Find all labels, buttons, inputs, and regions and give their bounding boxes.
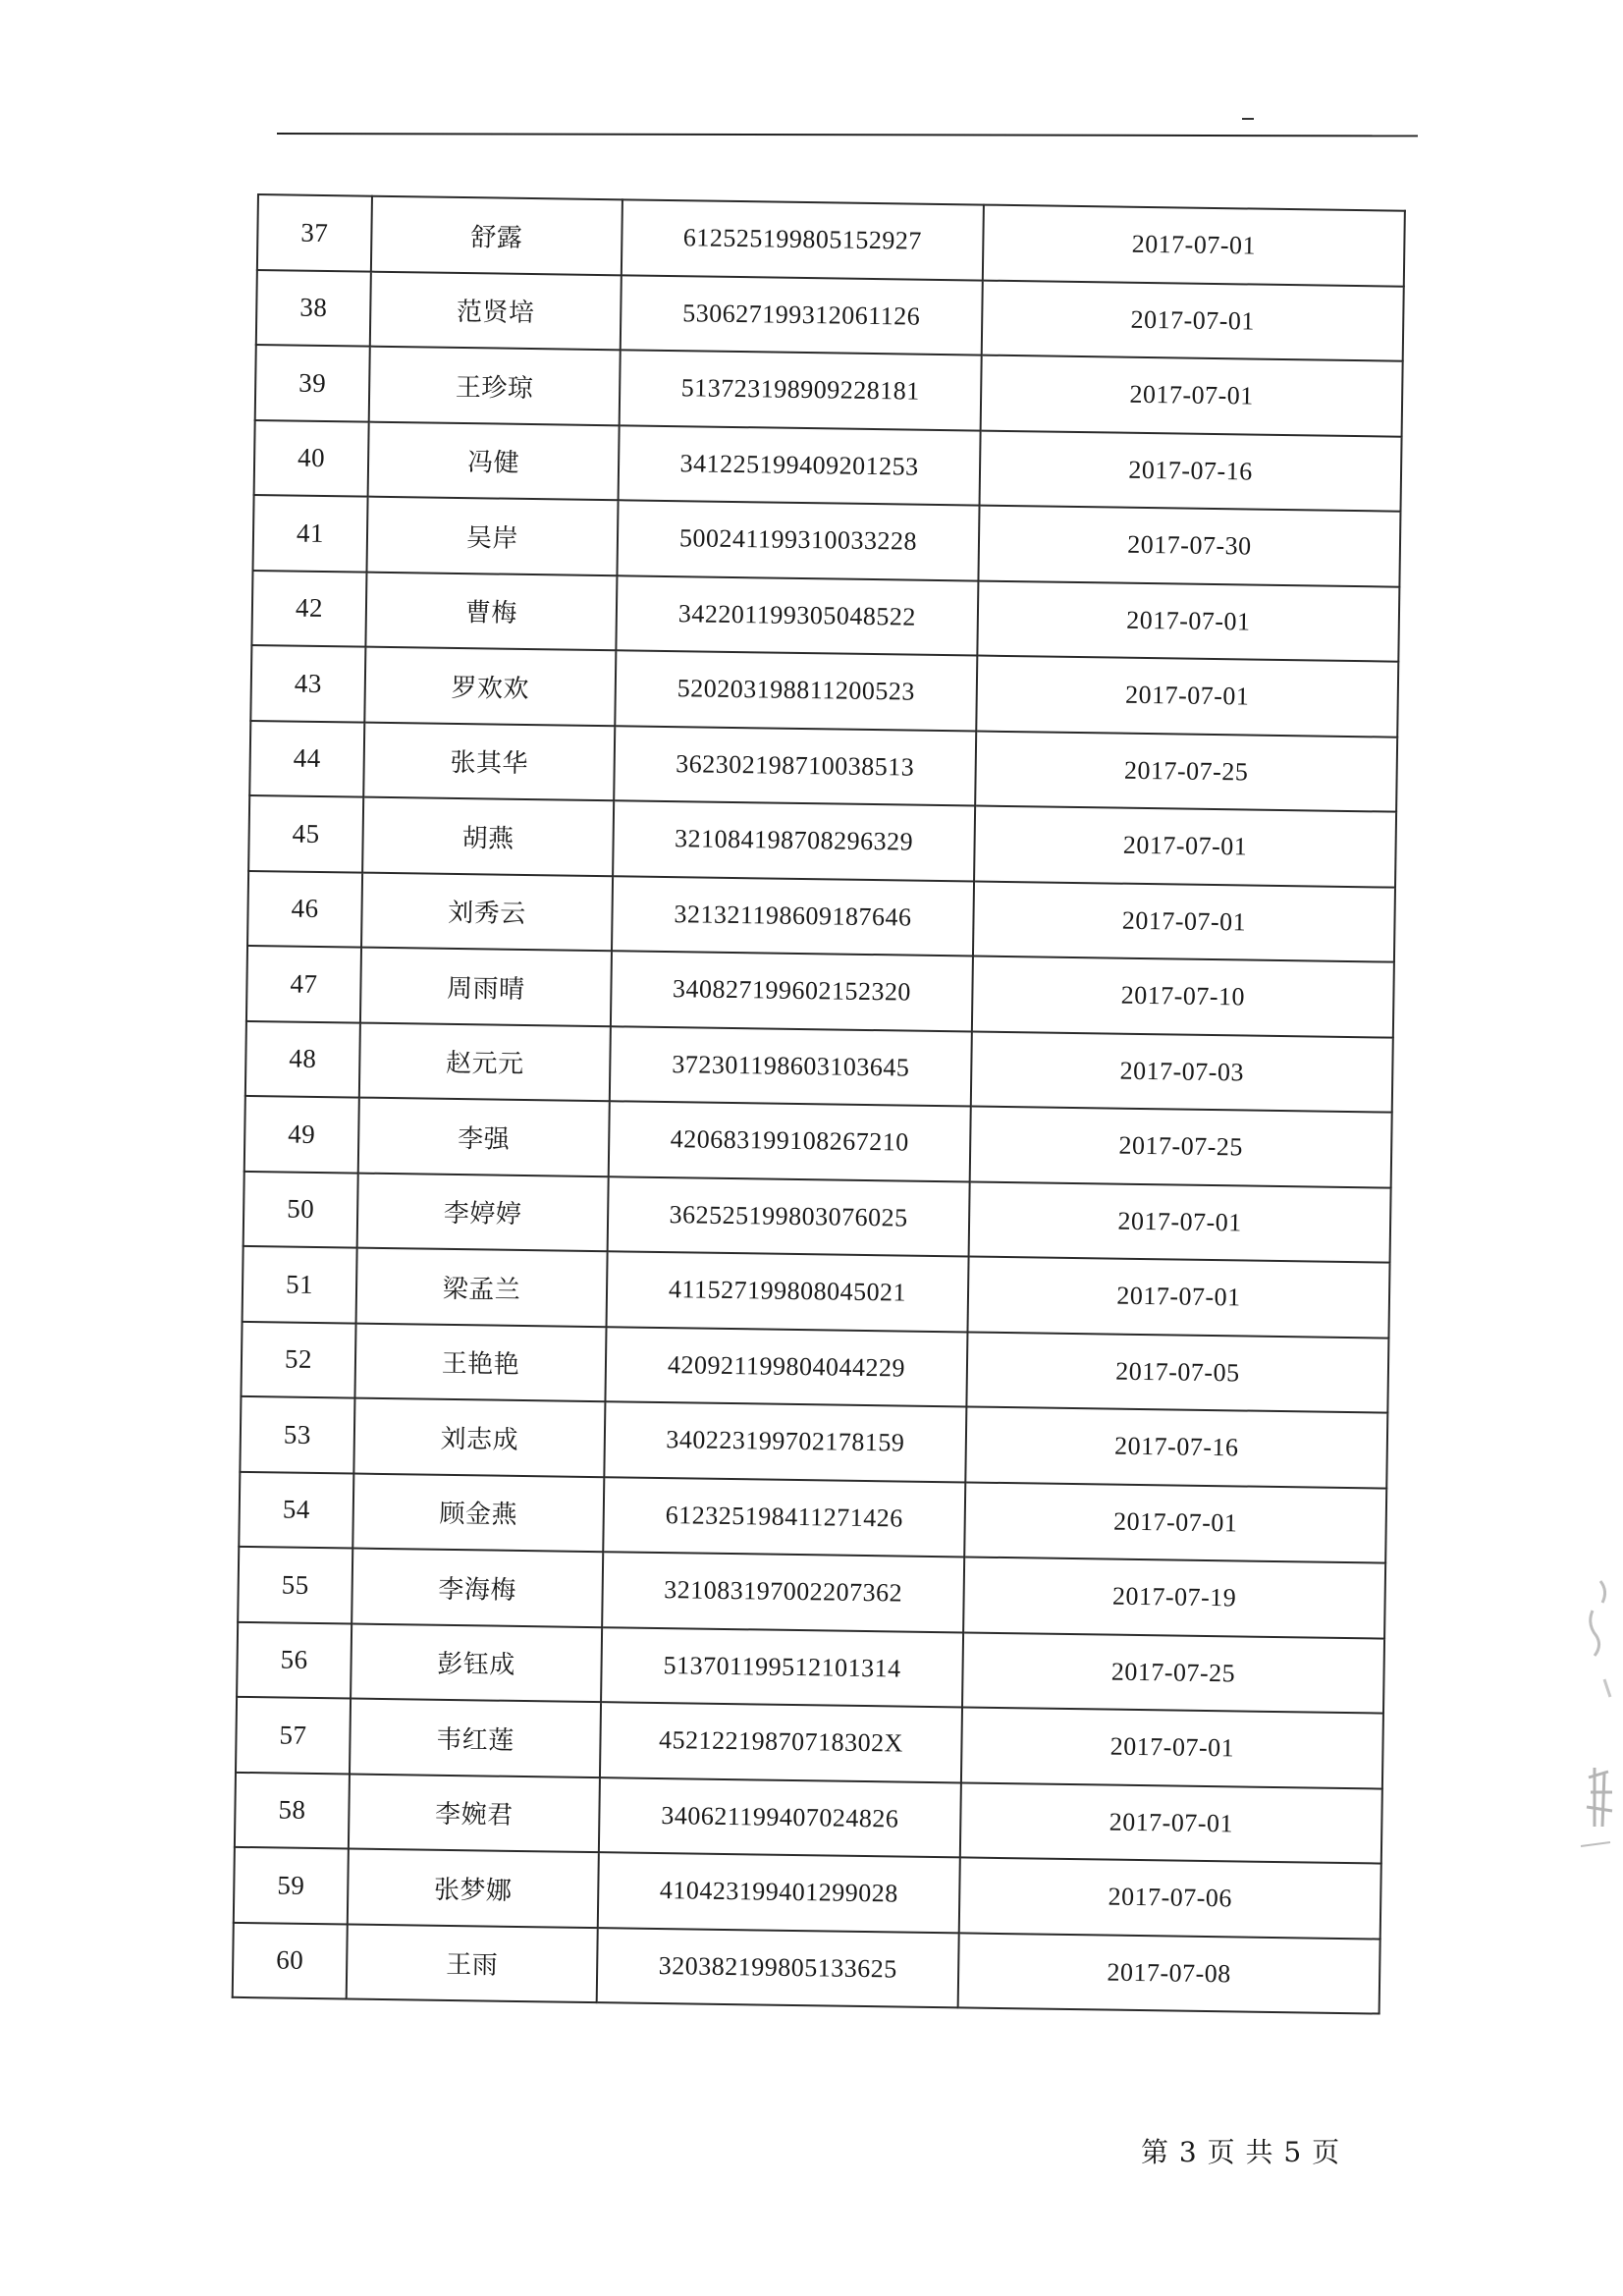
person-name: 李海梅 xyxy=(352,1549,603,1627)
row-number: 44 xyxy=(249,720,364,796)
record-table xyxy=(232,193,1406,2015)
table-row xyxy=(233,1922,1380,2013)
id-number: 500241199310033228 xyxy=(617,500,979,580)
person-name: 李婷婷 xyxy=(357,1173,609,1251)
row-number: 40 xyxy=(254,419,369,496)
start-date: 2017-07-25 xyxy=(970,1106,1392,1187)
start-date: 2017-07-01 xyxy=(974,806,1396,888)
person-name: 范贤培 xyxy=(370,271,622,350)
person-name: 冯健 xyxy=(368,421,620,500)
person-name: 梁孟兰 xyxy=(356,1248,608,1327)
id-number: 341225199409201253 xyxy=(619,425,981,506)
person-name: 刘秀云 xyxy=(361,872,613,951)
id-number: 321321198609187646 xyxy=(612,876,974,957)
id-number: 340827199602152320 xyxy=(611,951,973,1031)
id-number: 420921199804044229 xyxy=(605,1327,967,1407)
start-date: 2017-07-01 xyxy=(976,656,1398,738)
start-date: 2017-07-01 xyxy=(961,1707,1383,1788)
id-number: 612525199805152927 xyxy=(622,199,984,280)
start-date: 2017-07-25 xyxy=(975,731,1397,812)
start-date: 2017-07-01 xyxy=(983,205,1405,287)
row-number: 53 xyxy=(240,1396,354,1473)
row-number: 57 xyxy=(236,1697,351,1774)
id-number: 362302198710038513 xyxy=(614,726,976,806)
start-date: 2017-07-01 xyxy=(973,881,1395,962)
header-mark xyxy=(1242,118,1254,120)
start-date: 2017-07-01 xyxy=(964,1482,1386,1563)
row-number: 42 xyxy=(251,570,366,646)
id-number: 372301198603103645 xyxy=(610,1026,972,1107)
start-date: 2017-07-01 xyxy=(981,355,1403,437)
row-number: 49 xyxy=(244,1096,359,1173)
id-number: 420683199108267210 xyxy=(609,1101,971,1181)
start-date: 2017-07-01 xyxy=(982,280,1404,361)
start-date: 2017-07-01 xyxy=(969,1181,1391,1263)
id-number: 321084198708296329 xyxy=(613,800,975,881)
row-number: 37 xyxy=(257,194,372,271)
record-table-wrapper xyxy=(232,193,1404,2015)
row-number: 51 xyxy=(243,1246,357,1323)
person-name: 王雨 xyxy=(347,1924,598,2002)
row-number: 54 xyxy=(239,1471,353,1548)
row-number: 39 xyxy=(255,345,370,421)
row-number: 59 xyxy=(234,1847,349,1924)
row-number: 45 xyxy=(248,795,363,872)
seal-stamp-fragment xyxy=(1571,1571,1618,1895)
row-number: 47 xyxy=(246,946,361,1022)
person-name: 李强 xyxy=(358,1098,610,1176)
row-number: 41 xyxy=(253,495,368,572)
id-number: 411527199808045021 xyxy=(607,1251,969,1332)
id-number: 362525199803076025 xyxy=(608,1176,970,1257)
row-number: 60 xyxy=(233,1922,348,1998)
header-rule xyxy=(277,133,1418,137)
row-number: 43 xyxy=(250,645,365,722)
person-name: 王艳艳 xyxy=(354,1323,606,1401)
person-name: 韦红莲 xyxy=(350,1699,601,1777)
person-name: 李婉君 xyxy=(349,1774,600,1852)
id-number: 340621199407024826 xyxy=(599,1777,961,1858)
person-name: 罗欢欢 xyxy=(364,647,616,726)
start-date: 2017-07-08 xyxy=(958,1933,1380,2014)
start-date: 2017-07-01 xyxy=(977,580,1399,662)
id-number: 513701199512101314 xyxy=(601,1627,963,1708)
id-number: 320382199805133625 xyxy=(597,1928,959,2008)
start-date: 2017-07-05 xyxy=(966,1332,1388,1413)
person-name: 刘志成 xyxy=(353,1398,605,1477)
start-date: 2017-07-06 xyxy=(959,1857,1381,1939)
row-number: 50 xyxy=(243,1171,358,1247)
id-number: 340223199702178159 xyxy=(604,1401,966,1482)
start-date: 2017-07-16 xyxy=(980,430,1402,512)
page-number: 第 3 页 共 5 页 xyxy=(1141,2136,1341,2168)
person-name: 舒露 xyxy=(371,196,622,275)
person-name: 顾金燕 xyxy=(352,1473,604,1552)
person-name: 吴岸 xyxy=(366,497,618,575)
id-number: 342201199305048522 xyxy=(616,575,978,656)
start-date: 2017-07-25 xyxy=(962,1632,1384,1714)
row-number: 38 xyxy=(256,270,371,347)
row-number: 48 xyxy=(245,1020,360,1097)
id-number: 45212219870718302X xyxy=(600,1702,962,1782)
row-number: 55 xyxy=(238,1547,352,1623)
person-name: 张其华 xyxy=(363,722,615,800)
start-date: 2017-07-30 xyxy=(978,506,1400,587)
row-number: 56 xyxy=(237,1621,352,1698)
person-name: 胡燕 xyxy=(362,797,614,876)
person-name: 曹梅 xyxy=(365,572,617,650)
start-date: 2017-07-19 xyxy=(963,1557,1385,1638)
start-date: 2017-07-01 xyxy=(960,1782,1382,1864)
person-name: 张梦娜 xyxy=(348,1849,599,1928)
id-number: 410423199401299028 xyxy=(598,1852,960,1933)
row-number: 46 xyxy=(247,870,362,947)
start-date: 2017-07-10 xyxy=(972,957,1394,1038)
start-date: 2017-07-16 xyxy=(965,1406,1387,1488)
start-date: 2017-07-01 xyxy=(967,1256,1389,1338)
person-name: 王珍琼 xyxy=(369,347,621,425)
person-name: 周雨晴 xyxy=(360,948,612,1026)
id-number: 321083197002207362 xyxy=(602,1552,964,1632)
start-date: 2017-07-03 xyxy=(971,1031,1393,1113)
id-number: 513723198909228181 xyxy=(620,350,982,430)
id-number: 530627199312061126 xyxy=(621,275,983,355)
id-number: 520203198811200523 xyxy=(615,650,977,731)
record-table-body xyxy=(233,194,1405,2014)
person-name: 彭钰成 xyxy=(351,1623,602,1702)
id-number: 612325198411271426 xyxy=(603,1477,965,1558)
row-number: 58 xyxy=(235,1772,350,1848)
person-name: 赵元元 xyxy=(359,1022,611,1101)
row-number: 52 xyxy=(241,1321,355,1397)
